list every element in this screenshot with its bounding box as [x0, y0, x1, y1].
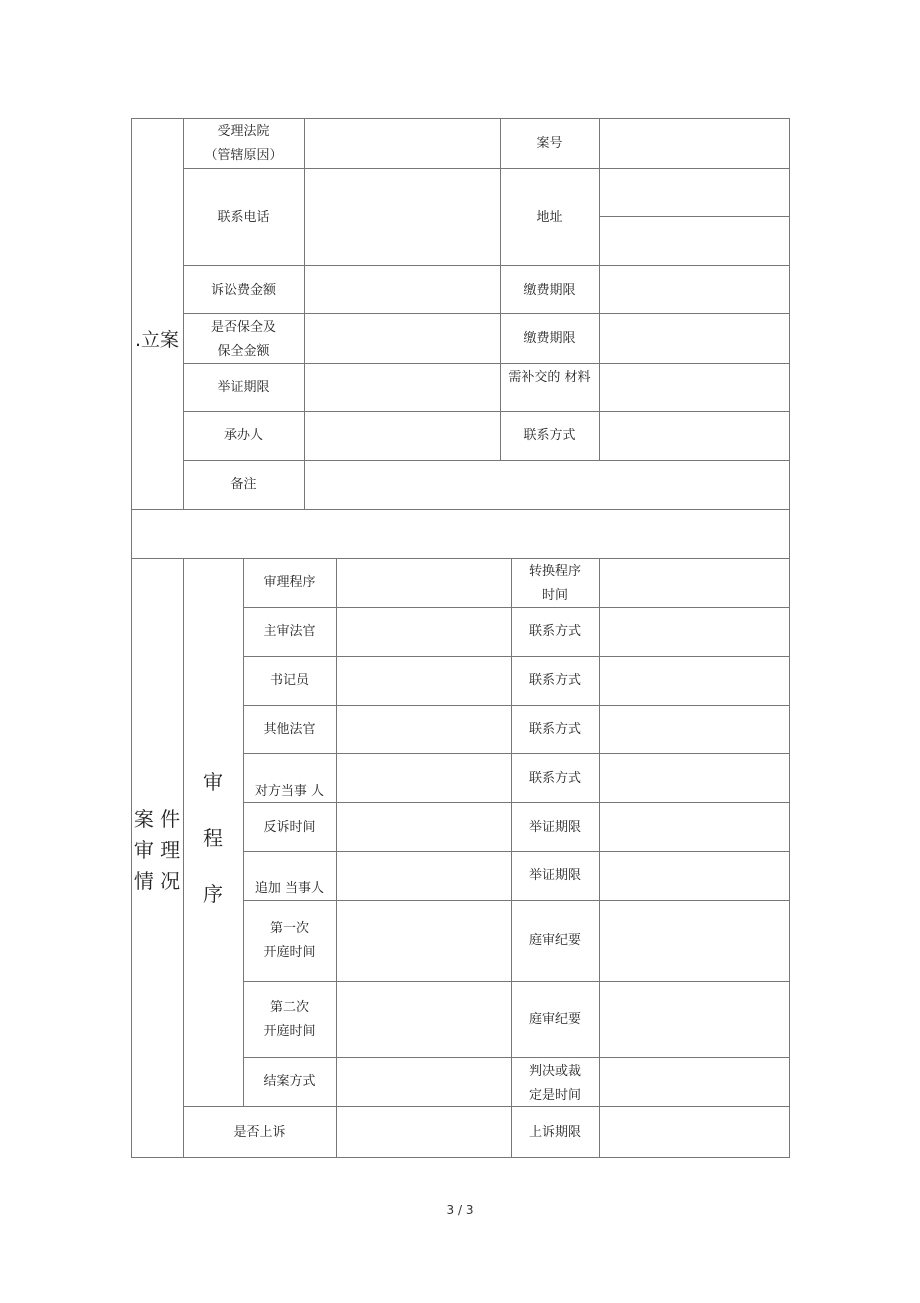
opposing-party-contact-label: 联系方式 [528, 771, 581, 786]
section-label-trial: 案 件 审 理 情 况 [133, 807, 181, 893]
fee-deadline-label: 缴费期限 [523, 283, 576, 298]
second-hearing-minutes-label: 庭审纪要 [528, 1012, 581, 1027]
added-party-label: 追加 当事人 [254, 881, 325, 896]
section-label-filing: .立案 [134, 329, 180, 351]
supplement-materials-label: 需补交的 材料 [508, 370, 591, 385]
case-record-table [131, 118, 790, 1158]
closing-method-label: 结案方式 [263, 1074, 316, 1089]
chief-judge-contact-label: 联系方式 [528, 624, 581, 639]
appeal-label: 是否上诉 [233, 1125, 286, 1140]
clerk-contact-label: 联系方式 [528, 673, 581, 688]
remarks-label: 备注 [230, 477, 257, 492]
clerk-label: 书记员 [269, 673, 309, 688]
handler-contact-label: 联系方式 [523, 428, 576, 443]
phone-label: 联系电话 [217, 210, 270, 225]
first-hearing-label: 第一次 开庭时间 [263, 921, 316, 960]
evidence-deadline-label: 举证期限 [217, 380, 270, 395]
added-party-evidence-label: 举证期限 [528, 868, 581, 883]
table-grid [131, 118, 790, 1158]
page-number: 3 / 3 [446, 1203, 474, 1217]
sub-label-procedure: 审 程 序 [203, 770, 223, 906]
counterclaim-evidence-label: 举证期限 [528, 820, 581, 835]
appeal-deadline-label: 上诉期限 [528, 1125, 581, 1140]
court-label: 受理法院 （管辖原因） [204, 124, 283, 163]
judgment-time-label: 判决或裁 定是时间 [528, 1064, 581, 1103]
procedure-label: 审理程序 [263, 575, 316, 590]
other-judge-contact-label: 联系方式 [528, 722, 581, 737]
other-judge-label: 其他法官 [263, 722, 316, 737]
chief-judge-label: 主审法官 [263, 624, 316, 639]
address-label: 地址 [536, 210, 563, 225]
litigation-fee-label: 诉讼费金额 [210, 283, 276, 298]
switch-time-label: 转换程序 时间 [528, 564, 581, 603]
case-number-label: 案号 [536, 136, 563, 151]
opposing-party-label: 对方当事 人 [254, 784, 325, 799]
first-hearing-minutes-label: 庭审纪要 [528, 933, 581, 948]
preservation-label: 是否保全及 保全金额 [210, 320, 276, 359]
counterclaim-time-label: 反诉时间 [263, 820, 316, 835]
second-hearing-label: 第二次 开庭时间 [263, 1000, 316, 1039]
preservation-deadline-label: 缴费期限 [523, 331, 576, 346]
handler-label: 承办人 [223, 428, 263, 443]
